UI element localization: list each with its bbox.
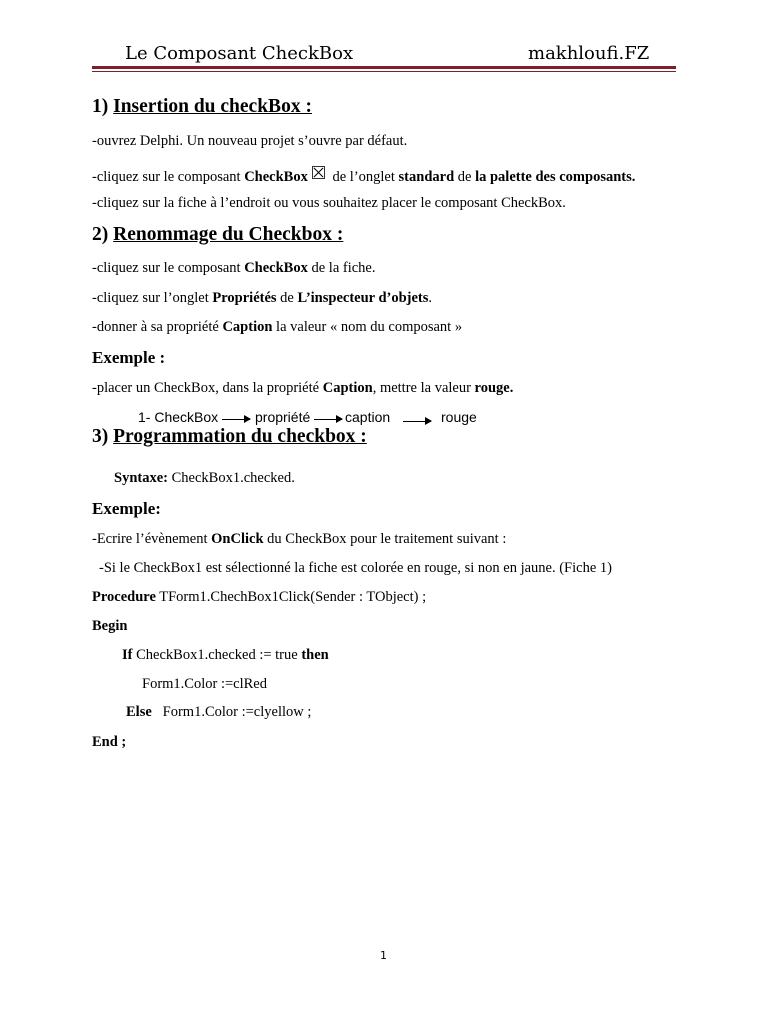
code-line: End ; — [92, 734, 127, 750]
paragraph: -cliquez sur la fiche à l’endroit ou vous souhaitez placer le composant CheckBox. — [92, 195, 566, 211]
code-line: Begin — [92, 618, 128, 634]
section-2-heading — [92, 224, 343, 246]
code-line: Form1.Color :=clRed — [142, 676, 267, 692]
checkbox-icon — [312, 166, 325, 179]
chain-item: propriété — [255, 409, 311, 425]
header-rule — [92, 66, 676, 69]
chain-item: caption — [345, 409, 391, 425]
paragraph: -ouvrez Delphi. Un nouveau projet s’ouvre par défaut. — [92, 133, 408, 149]
section-number: 1) — [92, 96, 114, 117]
chain-item: rouge — [441, 409, 477, 425]
paragraph: -donner à sa propriété Caption la valeur « nom du composant » — [92, 319, 463, 335]
example-heading: Exemple: — [92, 499, 161, 518]
section-title: Insertion du checkBox : — [113, 96, 312, 117]
section-1-heading — [92, 96, 312, 118]
section-title: Programmation du checkbox : — [113, 426, 367, 447]
section-title: Renommage du Checkbox : — [113, 224, 344, 245]
header-rule-thin — [92, 71, 676, 72]
page-number: 1 — [380, 949, 387, 962]
arrow-right-icon — [403, 421, 431, 422]
arrow-right-icon — [314, 419, 342, 420]
section-3-heading — [92, 426, 367, 448]
section-number: 3) — [92, 426, 114, 447]
paragraph: -cliquez sur le composant CheckBox de la fiche. — [92, 260, 376, 276]
arrow-right-icon — [222, 419, 250, 420]
syntax-line: Syntaxe: CheckBox1.checked. — [114, 470, 295, 486]
paragraph: -cliquez sur le composant CheckBox de l’onglet standard de la palette des composants. — [92, 166, 635, 186]
paragraph: -placer un CheckBox, dans la propriété Caption, mettre la valeur rouge. — [92, 380, 514, 396]
chain-item: 1- CheckBox — [138, 409, 219, 425]
paragraph: -Si le CheckBox1 est sélectionné la fiche est colorée en rouge, si non en jaune. (Fiche 1) — [99, 560, 612, 576]
header-author: makhloufi.FZ — [528, 43, 650, 64]
code-line: Else Form1.Color :=clyellow ; — [126, 704, 312, 720]
paragraph: -Ecrire l’évènement OnClick du CheckBox pour le traitement suivant : — [92, 531, 507, 547]
example-heading: Exemple : — [92, 348, 166, 367]
code-line: Procedure TForm1.ChechBox1Click(Sender : TObject) ; — [92, 589, 427, 605]
header-title: Le Composant CheckBox — [125, 43, 354, 64]
paragraph: -cliquez sur l’onglet Propriétés de L’inspecteur d’objets. — [92, 290, 433, 306]
code-line: If CheckBox1.checked := true then — [122, 647, 329, 663]
section-number: 2) — [92, 224, 114, 245]
